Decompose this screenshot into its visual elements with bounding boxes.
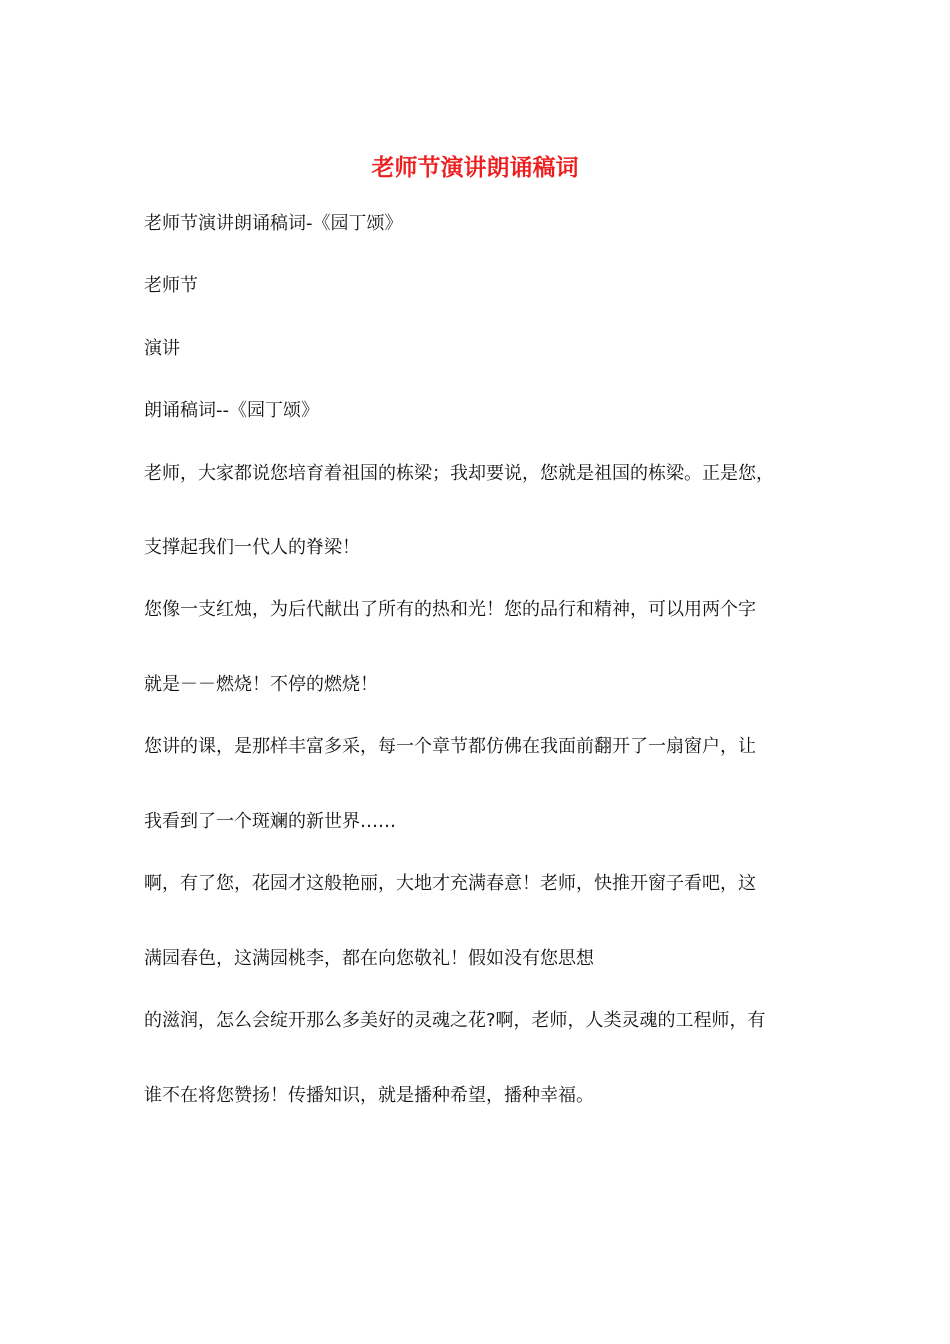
paragraph-line: 啊，有了您，花园才这般艳丽，大地才充满春意！老师，快推开窗子看吧，这 bbox=[144, 873, 756, 894]
paragraph-line: 朗诵稿词--《园丁颂》 bbox=[144, 400, 319, 421]
paragraph-line: 谁不在将您赞扬！传播知识，就是播种希望，播种幸福。 bbox=[144, 1085, 594, 1106]
document-title: 老师节演讲朗诵稿词 bbox=[371, 154, 579, 181]
paragraph-line: 就是－－燃烧！不停的燃烧！ bbox=[144, 674, 378, 695]
paragraph-line: 老师节 bbox=[144, 275, 198, 296]
paragraph-line: 支撑起我们一代人的脊梁！ bbox=[144, 537, 360, 558]
paragraph-line: 您讲的课，是那样丰富多采，每一个章节都仿佛在我面前翻开了一扇窗户，让 bbox=[144, 736, 756, 757]
paragraph-line: 满园春色，这满园桃李，都在向您敬礼！假如没有您思想 bbox=[144, 948, 594, 969]
paragraph-line: 您像一支红烛，为后代献出了所有的热和光！您的品行和精神，可以用两个字 bbox=[144, 599, 756, 620]
paragraph-line: 我看到了一个斑斓的新世界…… bbox=[144, 811, 396, 832]
paragraph-line: 演讲 bbox=[144, 338, 180, 359]
paragraph-line: 老师节演讲朗诵稿词-《园丁颂》 bbox=[144, 213, 403, 234]
paragraph-line: 的滋润，怎么会绽开那么多美好的灵魂之花?啊，老师，人类灵魂的工程师，有 bbox=[144, 1010, 766, 1031]
paragraph-line: 老师，大家都说您培育着祖国的栋梁；我却要说，您就是祖国的栋梁。正是您， bbox=[144, 463, 774, 484]
